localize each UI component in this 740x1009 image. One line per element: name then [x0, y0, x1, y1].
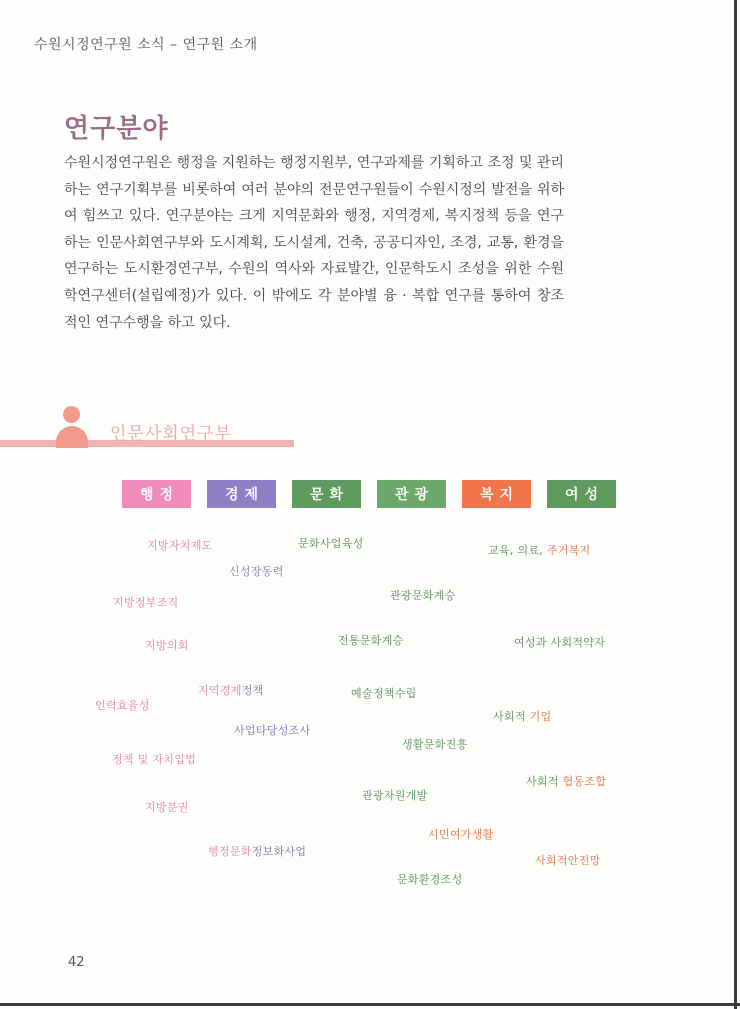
keyword	[198, 682, 264, 698]
category-munhwa: 문화	[292, 480, 361, 508]
person-icon	[54, 406, 90, 446]
keyword	[362, 787, 428, 803]
keyword-part: 정책 및 자치입법	[112, 753, 197, 766]
keyword	[338, 632, 404, 648]
keyword	[535, 852, 601, 868]
keyword-part: 사회적	[493, 710, 530, 723]
keyword-part: 사회적안전망	[535, 854, 601, 867]
keyword	[298, 535, 364, 551]
keyword	[147, 537, 213, 553]
keyword-part: 기업	[529, 710, 552, 723]
keyword-part: 관광자원개발	[362, 789, 428, 802]
section-body-text: 수원시정연구원은 행정을 지원하는 행정지원부, 연구과제를 기획하고 조정 및 관리하는 연구기획부를 비롯하여 여러 분야의 전문연구원들이 수원시정의 발전을 위하여 힘쓰고 있다. 연구분야는 크게 지역문화와 행정, 지역경제, 복지정책 등을 연구하는 인문사회연구부와 도시계획, 도시설계, 건축, 공공디자인, 조경, 교통, 환경을 연구하는 도시환경연구부, 수원의 역사와 자료발간, 인문학도시 조성을 위한 수원학연구센터(설립예정)가 있다. 이 밖에도 각 분야별 융 · 복합 연구를 통하여 창조적인 연구수행을 하고 있다.	[64, 155, 564, 331]
keyword-part: 문화사업육성	[298, 537, 364, 550]
keyword-part: 여성과 사회적약자	[514, 636, 606, 649]
page-frame-bottom	[0, 1003, 740, 1006]
keyword	[390, 587, 456, 603]
keyword	[526, 773, 606, 789]
running-head: 수원시정연구원 소식 – 연구원 소개	[34, 37, 258, 53]
keyword	[95, 697, 150, 713]
keyword	[488, 542, 591, 558]
keyword-part: 행정문화	[208, 845, 252, 858]
keyword-part: 예술정책수립	[351, 687, 417, 700]
keyword	[112, 751, 196, 767]
department-name: 인문사회연구부	[110, 424, 232, 444]
keyword	[351, 685, 417, 701]
keyword-part: 지방의회	[145, 639, 189, 652]
keyword	[145, 637, 189, 653]
category-gyeongje: 경제	[207, 480, 276, 508]
keyword	[428, 826, 494, 842]
keyword-part: 교육, 의료,	[488, 544, 547, 557]
category-yeoseong: 여성	[547, 480, 616, 508]
keyword	[229, 563, 284, 579]
keyword-part: 관광문화계승	[390, 589, 456, 602]
section-title: 연구분야	[64, 114, 169, 144]
keyword	[145, 799, 189, 815]
keyword-part: 사회적	[526, 775, 563, 788]
keyword	[234, 722, 310, 738]
keyword-part: 생활문화진흥	[402, 738, 468, 751]
keyword-part: 지방자치제도	[147, 539, 213, 552]
category-gwangwang: 관광	[377, 480, 446, 508]
keyword	[208, 843, 306, 859]
keyword-part: 신성장동력	[229, 565, 284, 578]
keyword-part: 전통문화계승	[338, 634, 404, 647]
keyword-part: 지방정부조직	[113, 596, 179, 609]
keyword-part: 지역경제	[198, 684, 242, 697]
keyword-part: 정보화사업	[251, 845, 307, 858]
page-frame-right	[734, 0, 737, 1009]
category-bokji: 복지	[462, 480, 531, 508]
keyword-part: 사업타당성조사	[234, 724, 311, 737]
keyword-part: 지방분권	[145, 801, 189, 814]
keyword	[113, 594, 179, 610]
keyword	[402, 736, 468, 752]
keyword-part: 문화환경조성	[397, 873, 463, 886]
keyword-part: 주거복지	[546, 544, 591, 557]
keyword	[514, 634, 605, 650]
keyword	[493, 708, 551, 724]
keyword-part: 정책	[241, 684, 264, 697]
keyword	[397, 871, 463, 887]
page-number: 42	[68, 955, 85, 970]
keyword-part: 인력효율성	[95, 699, 150, 712]
category-haengjeong: 행정	[122, 480, 191, 508]
keyword-part: 협동조합	[562, 775, 607, 788]
keyword-part: 시민여가생활	[428, 828, 494, 841]
